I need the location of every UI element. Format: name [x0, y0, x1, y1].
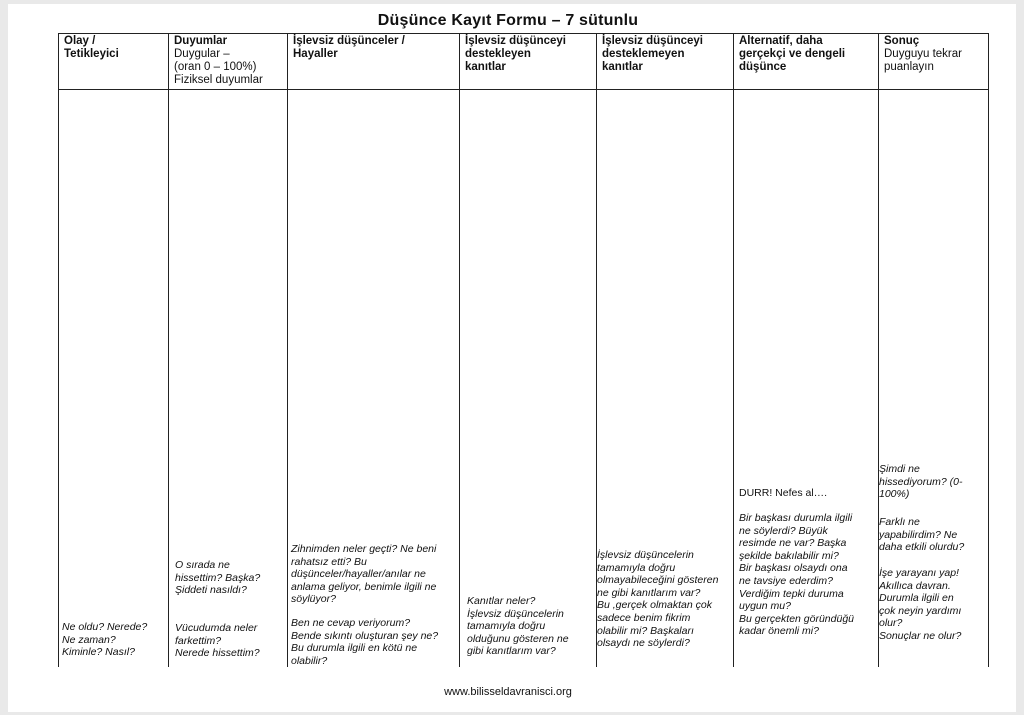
column-header-subtitle: Duygular – (oran 0 – 100%) Fiziksel duyumlar — [174, 48, 263, 86]
column-event-trigger — [58, 33, 168, 667]
prompt-text: DURR! Nefes al…. — [739, 487, 828, 499]
prompt-text: Kanıtlar neler? İşlevsiz düşüncelerin tamamıyla doğru olduğunu gösteren ne gibi kanıtlarım var? — [467, 595, 569, 658]
column-supporting-evidence — [459, 33, 596, 667]
column-emotions — [168, 33, 287, 667]
column-dysfunctional-thoughts — [287, 33, 459, 667]
column-header-title: İşlevsiz düşünceyi destekleyen kanıtlar — [465, 35, 566, 73]
prompt-text: İşlevsiz düşüncelerin tamamıyla doğru olmayabileceğini gösteren ne gibi kanıtlarım var? Bu ,gerçek olmaktan çok sadece benim fikrim olabilir mi? Başkaları olsaydı ne söylerdi? — [597, 549, 719, 650]
column-header-title: Olay / Tetikleyici — [64, 35, 119, 60]
prompt-text: Ben ne cevap veriyorum? Bende sıkıntı oluşturan şey ne? Bu durumla ilgili en kötü ne olabilir? — [291, 617, 439, 667]
prompt-text: Zihnimden neler geçti? Ne beni rahatsız etti? Bu düşünceler/hayaller/anılar ne anlama geliyor, benimle ilgili ne söylüyor? — [291, 543, 437, 606]
prompt-text: İşe yarayanı yap! Akıllıca davran. Durumla ilgili en çok neyin yardımı olur? Sonuçlar ne olur? — [879, 567, 962, 642]
column-alternative-thought — [733, 33, 878, 667]
column-header-title: Alternatif, daha gerçekçi ve dengeli düşünce — [739, 35, 846, 73]
column-contradicting-evidence — [596, 33, 733, 667]
column-outcome — [878, 33, 989, 667]
column-header-subtitle: Duyguyu tekrar puanlayın — [884, 48, 962, 73]
prompt-text: Vücudumda neler farkettim? Nerede hissettim? — [175, 622, 260, 660]
column-header-title: İşlevsiz düşünceyi desteklemeyen kanıtlar — [602, 35, 703, 73]
column-header-title: İşlevsiz düşünceler / Hayaller — [293, 35, 405, 60]
column-header-title: Duyumlar — [174, 35, 228, 47]
website-footer: www.bilisseldavranisci.org — [444, 686, 572, 698]
column-header-title: Sonuç — [884, 35, 920, 47]
prompt-text: Şimdi ne hissediyorum? (0- 100%) — [879, 463, 963, 501]
form-title: Düşünce Kayıt Formu – 7 sütunlu — [377, 12, 639, 29]
prompt-text: O sırada ne hissettim? Başka? Şiddeti nasıldı? — [175, 559, 261, 597]
prompt-text: Bir başkası durumla ilgili ne söylerdi? Büyük resimde ne var? Başka şekilde bakılabilir mi? Bir başkası olsaydı ona ne tavsiye ederdim? Verdiğim tepki duruma uygun mu? Bu gerçekten göründüğü kadar önemli mi? — [739, 512, 855, 638]
prompt-text: Ne oldu? Nerede? Ne zaman? Kiminle? Nasıl? — [62, 621, 148, 659]
prompt-text: Farklı ne yapabilirdim? Ne daha etkili olurdu? — [879, 516, 965, 554]
